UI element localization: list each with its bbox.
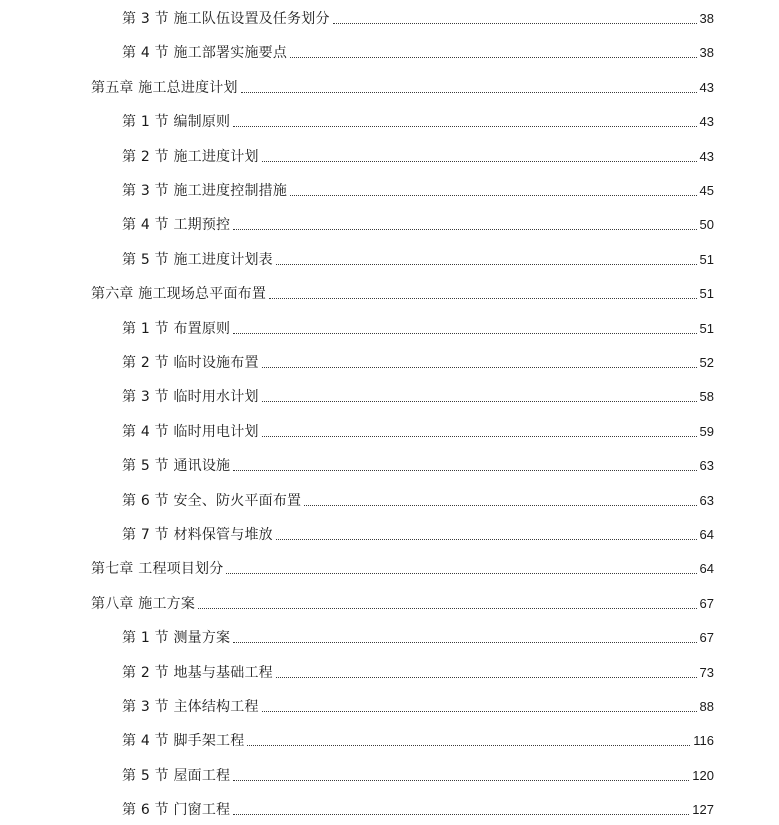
toc-entry-title: 第 2 节 临时设施布置 [122,355,259,371]
toc-entry-title: 第 2 节 地基与基础工程 [122,664,273,681]
toc-entry-title: 第五章 施工总进度计划 [91,79,238,96]
toc-section-entry[interactable] [122,351,714,371]
dot-leader [198,608,696,609]
toc-section-entry[interactable] [122,489,714,509]
toc-entry-title: 第 6 节 安全、防火平面布置 [122,492,302,509]
toc-page-number: 58 [699,389,714,405]
dot-leader [262,401,697,402]
dot-leader [262,436,697,437]
toc-section-entry[interactable] [122,248,714,268]
toc-page-number: 38 [699,45,714,61]
toc-page-number: 50 [699,217,714,233]
dot-leader [241,92,697,93]
toc-section-entry[interactable] [122,454,714,474]
toc-section-entry[interactable] [122,7,714,27]
toc-entry-title: 第 4 节 施工部署实施要点 [122,45,288,62]
toc-page-number: 43 [699,114,714,130]
dot-leader [233,814,689,815]
dot-leader [276,677,697,678]
toc-chapter-entry[interactable] [91,557,714,577]
toc-section-entry[interactable] [122,213,714,233]
toc-entry-title: 第 1 节 编制原则 [122,114,231,131]
dot-leader [276,539,697,540]
toc-entry-title: 第 5 节 施工进度计划表 [122,251,273,268]
toc-page-number: 51 [699,251,714,267]
toc-section-entry[interactable] [122,420,714,440]
toc-section-entry[interactable] [122,385,714,405]
toc-page-number: 127 [692,802,714,818]
toc-page-number: 64 [699,527,714,542]
toc-entry-title: 第 5 节 通讯设施 [122,458,231,475]
toc-page-number: 59 [699,423,714,439]
dot-leader [233,470,696,471]
dot-leader [290,195,696,196]
toc-section-entry[interactable] [122,523,714,543]
toc-page-number: 63 [699,458,714,474]
dot-leader [233,333,696,334]
toc-chapter-entry[interactable] [91,592,714,612]
toc-entry-title: 第 3 节 施工队伍设置及任务划分 [122,11,330,27]
toc-section-entry[interactable] [122,661,714,681]
toc-page-number: 43 [699,148,714,164]
toc-page-number: 88 [699,699,714,714]
dot-leader [233,642,696,643]
toc-page-number: 63 [699,492,714,508]
toc-page-number: 52 [699,355,714,370]
toc-page-number: 45 [699,183,714,198]
toc-page-number: 67 [699,630,714,646]
toc-page-number: 116 [693,733,714,749]
toc-section-entry[interactable] [122,798,714,818]
toc-entry-title: 第 6 节 门窗工程 [122,802,231,819]
toc-section-entry[interactable] [122,764,714,784]
toc-entry-title: 第 3 节 施工进度控制措施 [122,183,288,199]
toc-page-number: 64 [699,561,714,577]
dot-leader [333,23,697,24]
toc-entry-title: 第六章 施工现场总平面布置 [91,286,267,303]
toc-page-number: 51 [699,286,714,302]
dot-leader [233,126,696,127]
toc-page-number: 67 [699,595,714,611]
toc-entry-title: 第 4 节 工期预控 [122,217,231,234]
toc-section-entry[interactable] [122,145,714,165]
toc-page-number: 43 [699,79,714,95]
dot-leader [233,229,696,230]
toc-entry-title: 第八章 施工方案 [91,595,196,612]
dot-leader [262,711,697,712]
toc-section-entry[interactable] [122,179,714,199]
toc-section-entry[interactable] [122,626,714,646]
toc-entry-title: 第 2 节 施工进度计划 [122,148,259,165]
toc-page-number: 38 [699,11,714,26]
toc-chapter-entry[interactable] [91,282,714,302]
toc-section-entry[interactable] [122,41,714,61]
toc-chapter-entry[interactable] [91,76,714,96]
toc-entry-title: 第 3 节 主体结构工程 [122,699,259,715]
dot-leader [262,367,697,368]
toc-entry-title: 第 1 节 测量方案 [122,630,231,647]
dot-leader [290,57,696,58]
toc-page-number: 73 [699,664,714,680]
dot-leader [262,161,697,162]
toc-page-number: 120 [692,767,714,783]
dot-leader [247,745,690,746]
dot-leader [269,298,696,299]
toc-section-entry[interactable] [122,110,714,130]
toc-entry-title: 第 5 节 屋面工程 [122,767,231,784]
toc-page-number: 51 [699,320,714,336]
dot-leader [226,573,696,574]
toc-entry-title: 第 4 节 临时用电计划 [122,423,259,440]
toc-entry-title: 第 4 节 脚手架工程 [122,733,245,750]
dot-leader [276,264,697,265]
dot-leader [233,780,689,781]
toc-entry-title: 第 1 节 布置原则 [122,320,231,337]
dot-leader [304,505,696,506]
toc-section-entry[interactable] [122,317,714,337]
toc-entry-title: 第 7 节 材料保管与堆放 [122,527,273,543]
toc-section-entry[interactable] [122,695,714,715]
toc-section-entry[interactable] [122,729,714,749]
toc-entry-title: 第七章 工程项目划分 [91,561,224,578]
toc-entry-title: 第 3 节 临时用水计划 [122,389,259,406]
